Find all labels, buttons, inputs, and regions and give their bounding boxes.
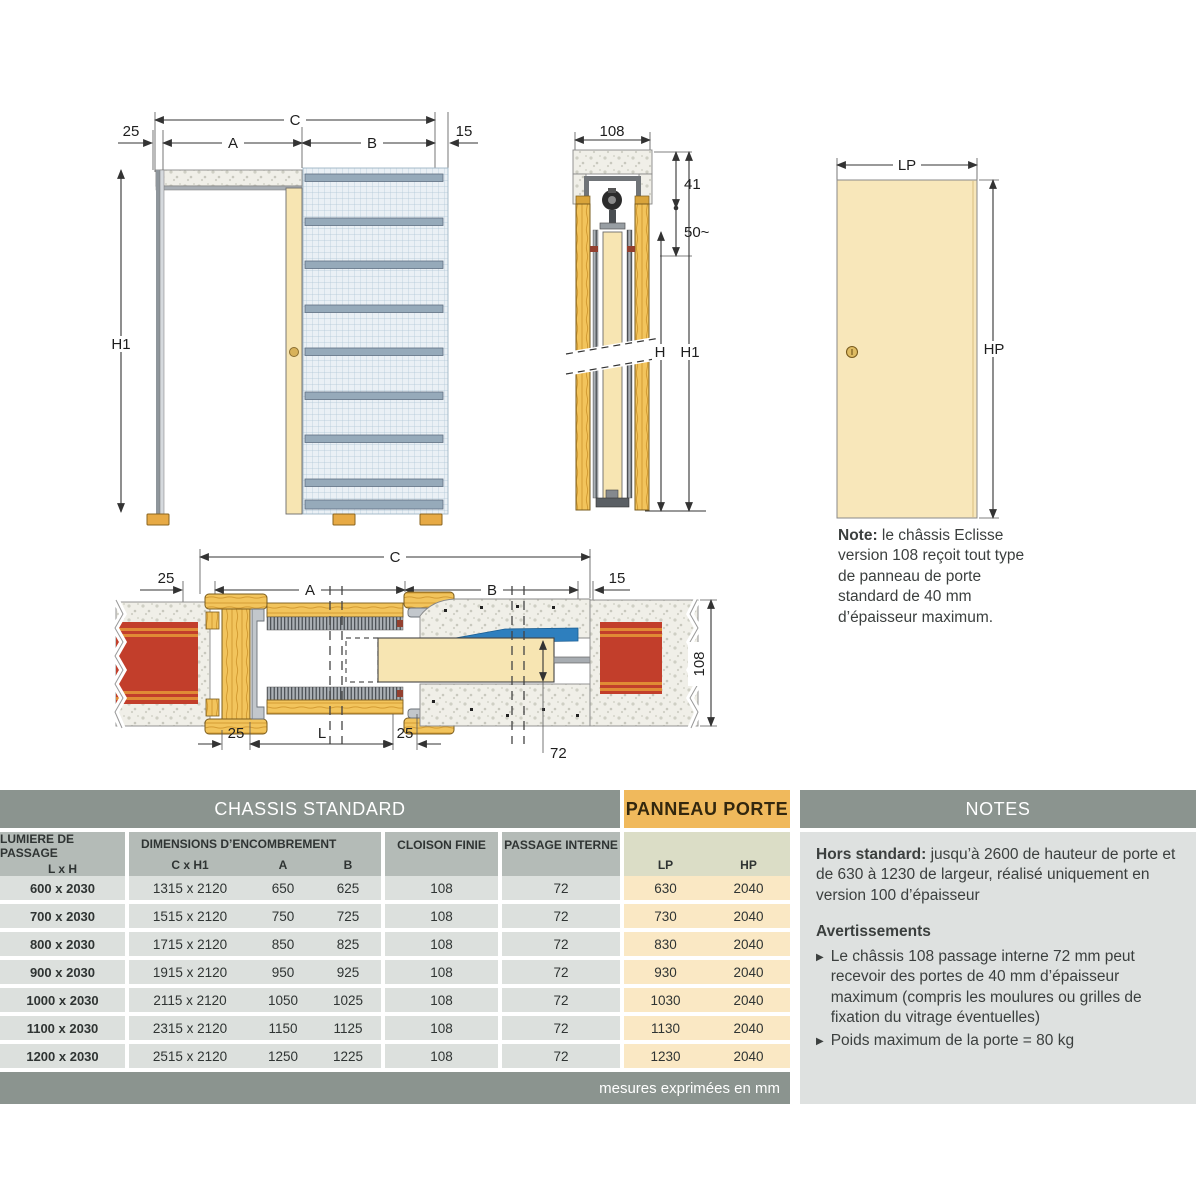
bullet-icon: ▶: [816, 1035, 824, 1047]
section-dim-h: H: [654, 344, 666, 361]
section-dim-108: 108: [599, 123, 625, 140]
front-dim-h1: H1: [111, 336, 131, 353]
table-subheader-row: [0, 832, 790, 876]
panel-note: [838, 526, 1030, 628]
table-row: [0, 904, 790, 928]
door-handle-icon: [290, 348, 299, 357]
table-row: [0, 876, 790, 900]
plan-dim-jamb-25: 25: [227, 725, 245, 742]
plan-view: [115, 549, 717, 762]
cell-lumiere: 900 x 2030: [0, 960, 125, 984]
col-encombrement: [129, 832, 381, 876]
cell-passage: 72: [502, 932, 620, 956]
cell-passage: 72: [502, 960, 620, 984]
cell-encombrement: 1915 x 2120 950 925: [129, 960, 381, 984]
cell-encombrement: 1515 x 2120 750 725: [129, 904, 381, 928]
col-lumiere: [0, 832, 125, 876]
table-body: [0, 876, 790, 1068]
cell-passage: 72: [502, 904, 620, 928]
front-view: [106, 112, 478, 525]
front-feet: [147, 514, 442, 525]
cell-encombrement: 2315 x 2120 1150 1125: [129, 1016, 381, 1040]
cell-lumiere: 800 x 2030: [0, 932, 125, 956]
cell-lumiere: 1000 x 2030: [0, 988, 125, 1012]
cell-passage: 72: [502, 1044, 620, 1068]
plan-rail-top: [267, 603, 403, 617]
cell-panneau: 1130 2040: [624, 1016, 790, 1040]
front-dim-c: C: [289, 112, 301, 129]
plan-dim-15: 15: [608, 570, 626, 587]
cell-cloison: 108: [385, 932, 498, 956]
section-dim-50: 50~: [684, 224, 710, 241]
cell-cloison: 108: [385, 1044, 498, 1068]
col-lumiere-line2: L x H: [47, 862, 78, 876]
plan-dim-closure-25: 25: [396, 725, 414, 742]
chassis-standard-header: CHASSIS STANDARD: [0, 790, 620, 828]
plan-jamb-cap-top: [205, 594, 267, 609]
cell-encombrement: 1715 x 2120 850 825: [129, 932, 381, 956]
cell-lumiere: 600 x 2030: [0, 876, 125, 900]
notes-body: [800, 832, 1196, 1104]
panel-note-text: le châssis Eclisse version 108 reçoit tout type de panneau de porte standard de 40 mm d’épaisseur maximum.: [838, 527, 1025, 626]
cell-lumiere: 1200 x 2030: [0, 1044, 125, 1068]
front-dim-15: 15: [455, 123, 473, 140]
cell-encombrement: 1315 x 2120 650 625: [129, 876, 381, 900]
plan-dim-c: C: [389, 549, 401, 566]
plan-rail-bottom: [267, 700, 403, 714]
warning-text: Le châssis 108 passage interne 72 mm peut recevoir des portes de 40 mm d’épaisseur maximum (compris les moulures ou grilles de fixation du vitrage éventuelles): [830, 947, 1142, 1027]
front-dim-25: 25: [122, 123, 140, 140]
units-note: mesures exprimées en mm: [599, 1079, 780, 1097]
col-encombrement-title: DIMENSIONS D’ENCOMBREMENT: [141, 837, 337, 851]
panneau-porte-header: PANNEAU PORTE: [624, 790, 790, 828]
cell-passage: 72: [502, 1016, 620, 1040]
plan-dim-72: 72: [550, 745, 567, 762]
cell-encombrement: 2515 x 2120 1250 1225: [129, 1044, 381, 1068]
warnings-list: [816, 947, 1180, 1051]
cell-lumiere: 700 x 2030: [0, 904, 125, 928]
cell-cloison: 108: [385, 876, 498, 900]
plan-dim-a: A: [304, 582, 316, 599]
plan-door-ghost: [346, 638, 378, 682]
cell-cloison: 108: [385, 1016, 498, 1040]
plan-jamb-wood: [222, 609, 250, 719]
col-passage: PASSAGE INTERNE: [502, 832, 620, 876]
table-row: [0, 960, 790, 984]
cell-cloison: 108: [385, 904, 498, 928]
hors-standard-label: Hors standard:: [816, 846, 927, 863]
warning-text: Poids maximum de la porte = 80 kg: [830, 1031, 1075, 1049]
plan-wall-below-door: [420, 684, 590, 726]
plan-dim-25: 25: [157, 570, 175, 587]
hors-standard-text: jusqu’à 2600 de hauteur de porte et de 630 à 1230 de largeur, réalisé uniquement en version 100 d’épaisseur: [816, 846, 1176, 904]
notes-panel: [800, 790, 1196, 1104]
chassis-table: [0, 790, 790, 1104]
front-left-jamb: [156, 170, 164, 514]
section-track: [584, 176, 641, 229]
plan-mesh-bottom: [267, 687, 403, 700]
cell-panneau: 930 2040: [624, 960, 790, 984]
cell-panneau: 1230 2040: [624, 1044, 790, 1068]
warning-item: [816, 1031, 1180, 1051]
front-header-lintel: [156, 170, 302, 186]
floor-guide-icon: [596, 498, 629, 507]
col-lp-hp: [624, 832, 790, 876]
cell-panneau: 630 2040: [624, 876, 790, 900]
table-header-row: [0, 790, 790, 828]
plan-dim-108: 108: [691, 651, 708, 677]
col-b: B: [343, 858, 353, 872]
cell-passage: 72: [502, 876, 620, 900]
plan-dim-l: L: [317, 725, 327, 742]
cell-panneau: 1030 2040: [624, 988, 790, 1012]
plan-door-panel: [378, 638, 554, 682]
cell-panneau: 730 2040: [624, 904, 790, 928]
col-hp: HP: [740, 858, 757, 872]
section-view: [566, 123, 710, 511]
section-dim-h1: H1: [680, 344, 700, 361]
table-row: [0, 988, 790, 1012]
door-panel-view: [837, 157, 1008, 518]
table-footer: [0, 1072, 790, 1104]
plan-jamb-profile: [252, 609, 264, 719]
panel-dim-hp: HP: [983, 341, 1005, 358]
col-cloison: CLOISON FINIE: [385, 832, 498, 876]
panel-dim-lp: LP: [897, 157, 917, 174]
col-cxh1: C x H1: [171, 858, 209, 872]
table-row: [0, 932, 790, 956]
cell-panneau: 830 2040: [624, 932, 790, 956]
avertissements-title: Avertissements: [816, 923, 931, 941]
cell-cloison: 108: [385, 988, 498, 1012]
notes-header: NOTES: [800, 790, 1196, 828]
cell-lumiere: 1100 x 2030: [0, 1016, 125, 1040]
table-row: [0, 1016, 790, 1040]
col-a: A: [278, 858, 288, 872]
door-panel: [837, 180, 977, 518]
panel-note-bold: Note:: [838, 527, 878, 544]
cell-encombrement: 2115 x 2120 1050 1025: [129, 988, 381, 1012]
table-row: [0, 1044, 790, 1068]
cell-cloison: 108: [385, 960, 498, 984]
col-lp: LP: [657, 858, 674, 872]
hors-standard-paragraph: [816, 845, 1180, 906]
plan-mesh-top: [267, 617, 403, 630]
col-lumiere-line1: LUMIERE DE PASSAGE: [0, 832, 75, 860]
bullet-icon: ▶: [816, 951, 824, 963]
front-dim-a: A: [227, 135, 239, 152]
plan-dim-b: B: [486, 582, 498, 599]
section-dim-41: 41: [684, 176, 701, 193]
warning-item: [816, 947, 1180, 1029]
front-track-rail: [156, 186, 302, 190]
cell-passage: 72: [502, 988, 620, 1012]
front-dim-b: B: [366, 135, 378, 152]
